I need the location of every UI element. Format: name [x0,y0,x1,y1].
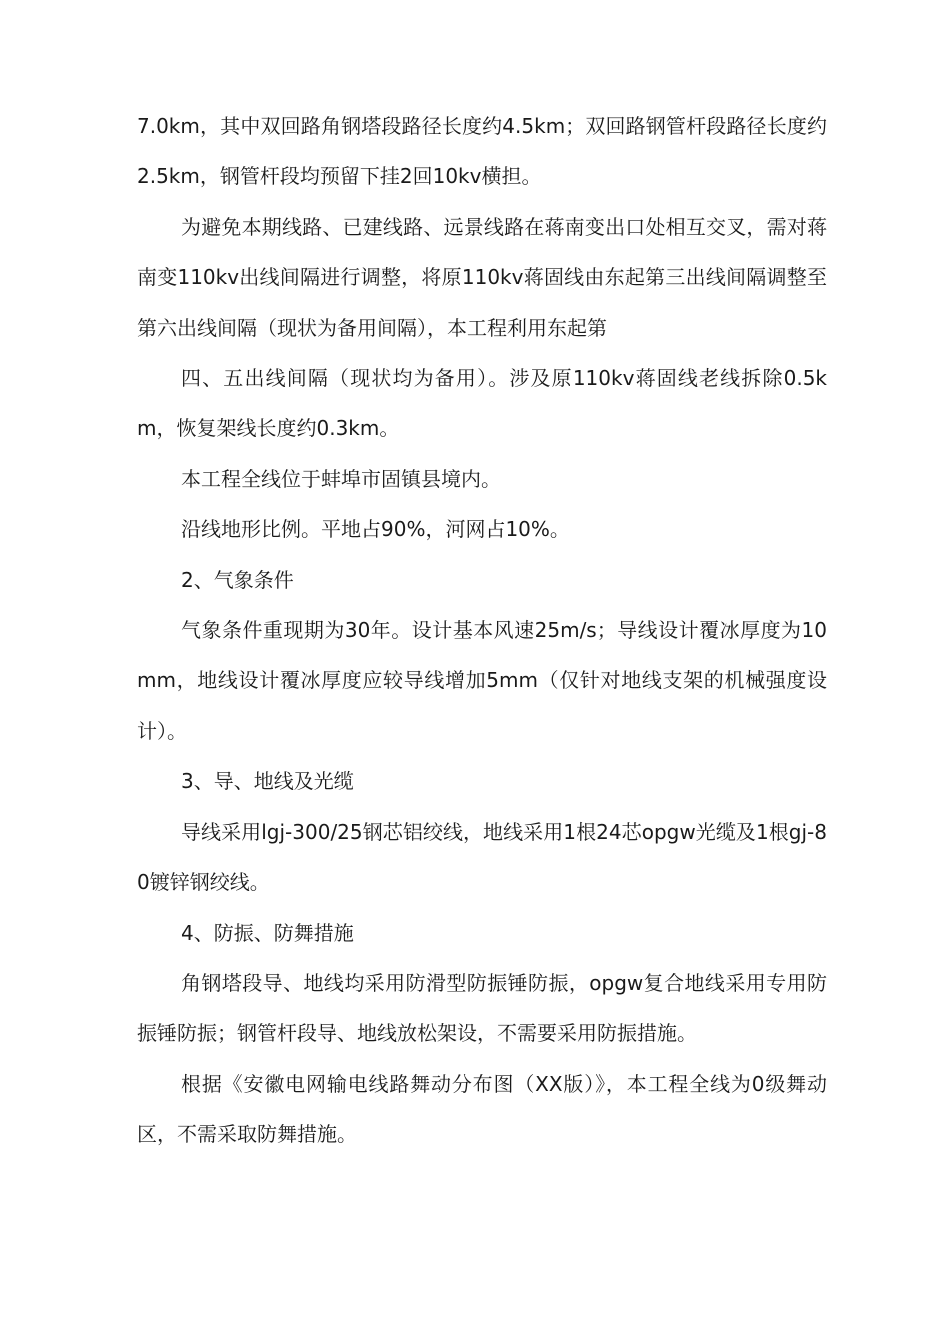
paragraph-9: 导线采用lgj-300/25钢芯铝绞线，地线采用1根24芯opgw光缆及1根gj-80镀锌钢绞线。 [137,819,827,895]
document-body [137,101,827,1160]
section-heading-weather: 2、气象条件 [181,567,294,592]
paragraph-3: 四、五出线间隔（现状均为备用）。涉及原110kv蒋固线老线拆除0.5km，恢复架线长度约0.3km。 [137,366,827,441]
paragraph-12: 根据《安徽电网输电线路舞动分布图（XX版）》，本工程全线为0级舞动区，不需采取防舞措施。 [137,1071,827,1147]
paragraph-5: 沿线地形比例。平地占90%，河网占10%。 [181,517,570,542]
paragraph-11: 角钢塔段导、地线均采用防滑型防振锤防振，opgw复合地线采用专用防振锤防振；钢管杆段导、地线放松架设，不需要采用防振措施。 [137,970,827,1046]
paragraph-4: 本工程全线位于蚌埠市固镇县境内。 [181,466,501,491]
paragraph-7: 气象条件重现期为30年。设计基本风速25m/s；导线设计覆冰厚度为10mm，地线设计覆冰厚度应较导线增加5mm（仅针对地线支架的机械强度设计）。 [137,618,827,743]
paragraph-1: 7.0km，其中双回路角钢塔段路径长度约4.5km；双回路钢管杆段路径长度约2.5km，钢管杆段均预留下挂2回10kv横担。 [137,114,827,189]
section-heading-anti-vibration: 4、防振、防舞措施 [181,920,354,945]
section-heading-conductors: 3、导、地线及光缆 [181,769,354,794]
paragraph-2: 为避免本期线路、已建线路、远景线路在蒋南变出口处相互交叉，需对蒋南变110kv出线间隔进行调整，将原110kv蒋固线由东起第三出线间隔调整至第六出线间隔（现状为备用间隔），本工程利用东起第 [137,214,827,340]
